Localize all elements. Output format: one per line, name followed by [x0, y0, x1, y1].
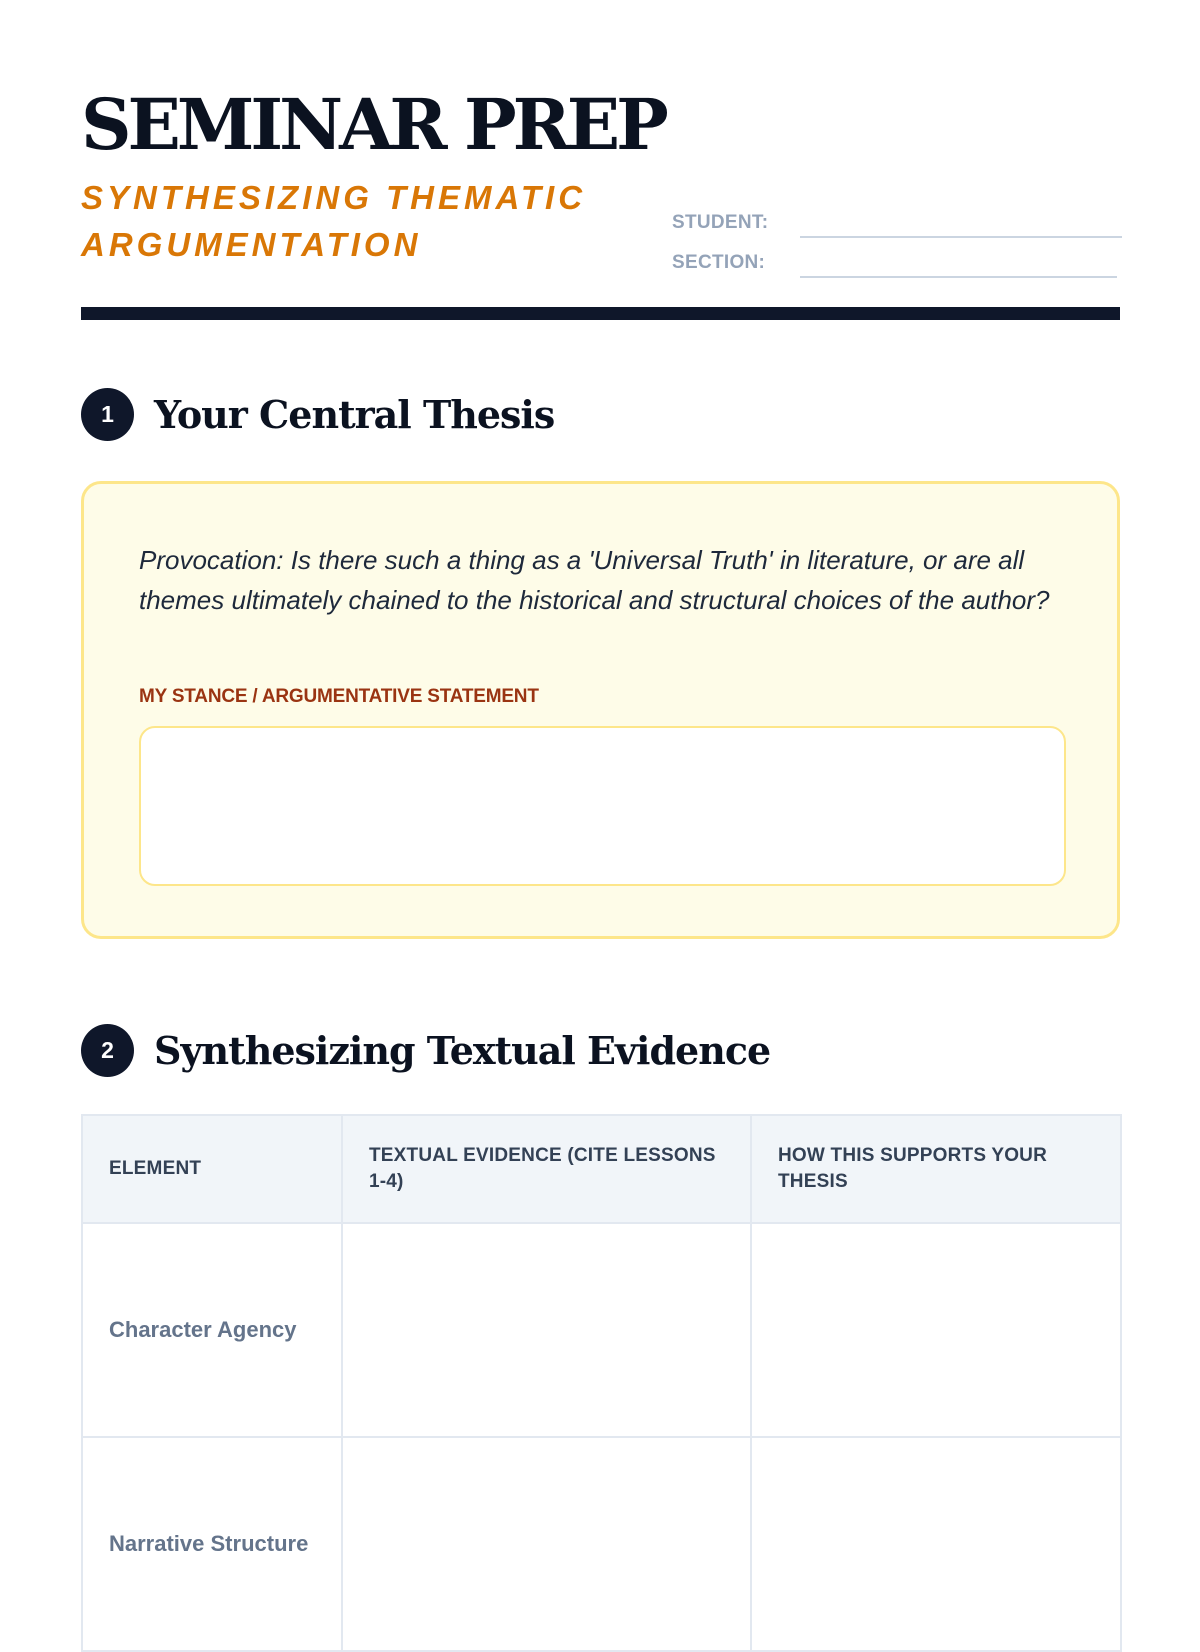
section-1-number: 1 — [81, 388, 134, 441]
worksheet-page — [81, 0, 1120, 1600]
support-cell[interactable] — [751, 1223, 1121, 1437]
section-1-header — [81, 388, 554, 441]
section-2-header — [81, 1024, 770, 1077]
column-header-element: ELEMENT — [82, 1115, 342, 1223]
row-element-label: Character Agency — [82, 1223, 342, 1437]
page-subtitle: SYNTHESIZING THEMATIC ARGUMENTATION — [81, 179, 587, 263]
row-element-label: Narrative Structure — [82, 1437, 342, 1651]
student-row — [672, 198, 1122, 238]
stance-label: MY STANCE / ARGUMENTATIVE STATEMENT — [139, 686, 539, 707]
column-header-support: HOW THIS SUPPORTS YOUR THESIS — [751, 1115, 1121, 1223]
evidence-cell[interactable] — [342, 1223, 751, 1437]
thesis-card — [81, 481, 1120, 939]
section-1-title: Your Central Thesis — [154, 392, 555, 437]
provocation-text: Provocation: Is there such a thing as a 'Universal Truth' in literature, or are all themes ultimately chained to the historical and structural choices of the author? — [139, 545, 1050, 615]
table-header-row — [82, 1115, 1121, 1223]
student-label: STUDENT: — [672, 212, 769, 233]
support-cell[interactable] — [751, 1437, 1121, 1651]
evidence-cell[interactable] — [342, 1437, 751, 1651]
section-2-number: 2 — [81, 1024, 134, 1077]
student-field[interactable] — [800, 209, 1122, 238]
table-row — [82, 1223, 1121, 1437]
student-info — [672, 198, 1122, 278]
column-header-evidence: TEXTUAL EVIDENCE (CITE LESSONS 1-4) — [342, 1115, 751, 1223]
section-2-title: Synthesizing Textual Evidence — [154, 1028, 771, 1073]
section-field[interactable] — [800, 249, 1117, 278]
evidence-table — [81, 1114, 1122, 1652]
header-divider — [81, 307, 1120, 320]
page-title: SEMINAR PREP — [81, 83, 665, 166]
table-row — [82, 1437, 1121, 1651]
stance-input[interactable] — [139, 726, 1066, 886]
section-label: SECTION: — [672, 252, 766, 273]
section-row — [672, 238, 1122, 278]
